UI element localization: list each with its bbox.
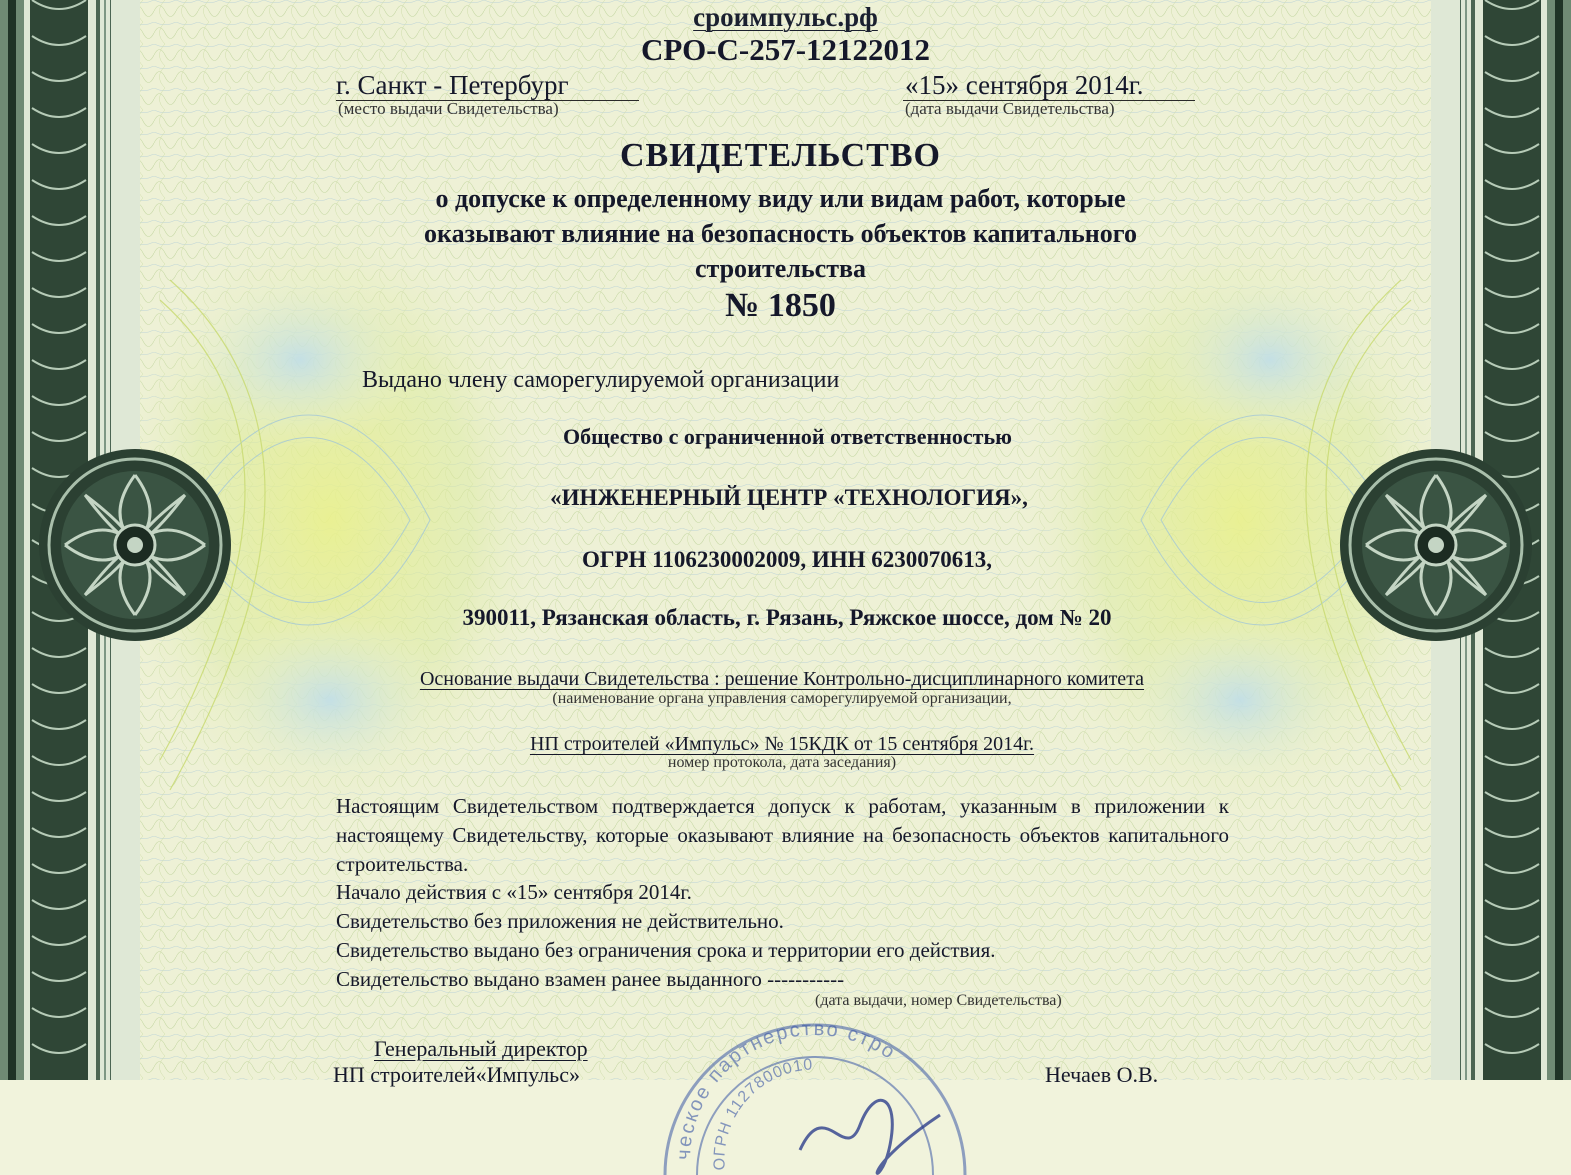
signatory-position: Генеральный директор (374, 1036, 588, 1061)
certificate-title: СВИДЕТЕЛЬСТВО (620, 137, 941, 174)
issue-place: г. Санкт - Петербург (336, 70, 569, 100)
issue-place-caption: (место выдачи Свидетельства) (338, 99, 559, 118)
recipient-registration-ids: ОГРН 1106230002009, ИНН 6230070613, (581, 547, 993, 572)
certificate-subtitle-line-3: строительства (694, 254, 867, 283)
replacement-caption: (дата выдачи, номер Свидетельства) (815, 992, 1062, 1009)
appendix-requirement: Свидетельство без приложения не действительно. (336, 909, 784, 933)
recipient-address: 390011, Рязанская область, г. Рязань, Ряжское шоссе, дом № 20 (462, 605, 1112, 630)
recipient-name: «ИНЖЕНЕРНЫЙ ЦЕНТР «ТЕХНОЛОГИЯ», (550, 485, 1028, 510)
certificate-number: № 1850 (725, 287, 836, 324)
protocol-caption: номер протокола, дата заседания) (667, 754, 897, 771)
protocol-reference: НП строителей «Импульс» № 15КДК от 15 сентября 2014г. (529, 733, 1035, 755)
issuance-basis: Основание выдачи Свидетельства : решение Контрольно-дисциплинарного комитета (419, 668, 1145, 690)
admission-statement: Настоящим Свидетельством подтверждается допуск к работам, указанным в приложении к настоящему Свидетельству, которые оказывают влияние на безопасность объектов капитального строительства. (336, 794, 1229, 876)
issuance-basis-caption: (наименование органа управления саморегулируемой организации, (552, 690, 1012, 707)
replacement-note: Свидетельство выдано взамен ранее выданного ----------- (336, 967, 845, 991)
recipient-legal-form: Общество с ограниченной ответственностью (563, 424, 1012, 449)
issue-date-caption: (дата выдачи Свидетельства) (905, 99, 1115, 118)
issue-date: «15» сентября 2014г. (905, 70, 1144, 100)
svg-text:ческое партнерство стро (673, 1018, 900, 1160)
issued-to-intro: Выдано члену саморегулируемой организации (362, 367, 840, 393)
certificate-subtitle-line-2: оказывают влияние на безопасность объектов капитального (424, 219, 1137, 248)
registry-number: СРО-С-257-12122012 (640, 32, 931, 67)
signatory-organization: НП строителей«Импульс» (333, 1062, 580, 1087)
handwritten-signature (800, 1100, 940, 1173)
stamp-text: ческое партнерство стро (672, 1017, 901, 1161)
validity-term: Свидетельство выдано без ограничения срока и территории его действия. (336, 938, 996, 962)
organization-website: сроимпульс.рф (693, 2, 878, 32)
organization-stamp (650, 975, 970, 1175)
certificate-subtitle-line-1: о допуске к определенному виду или видам работ, которые (435, 184, 1126, 213)
signatory-name: Нечаев О.В. (1045, 1062, 1159, 1087)
stamp-ogrn: ОГРН 1127800010 (711, 1056, 814, 1171)
validity-start: Начало действия с «15» сентября 2014г. (336, 880, 692, 904)
